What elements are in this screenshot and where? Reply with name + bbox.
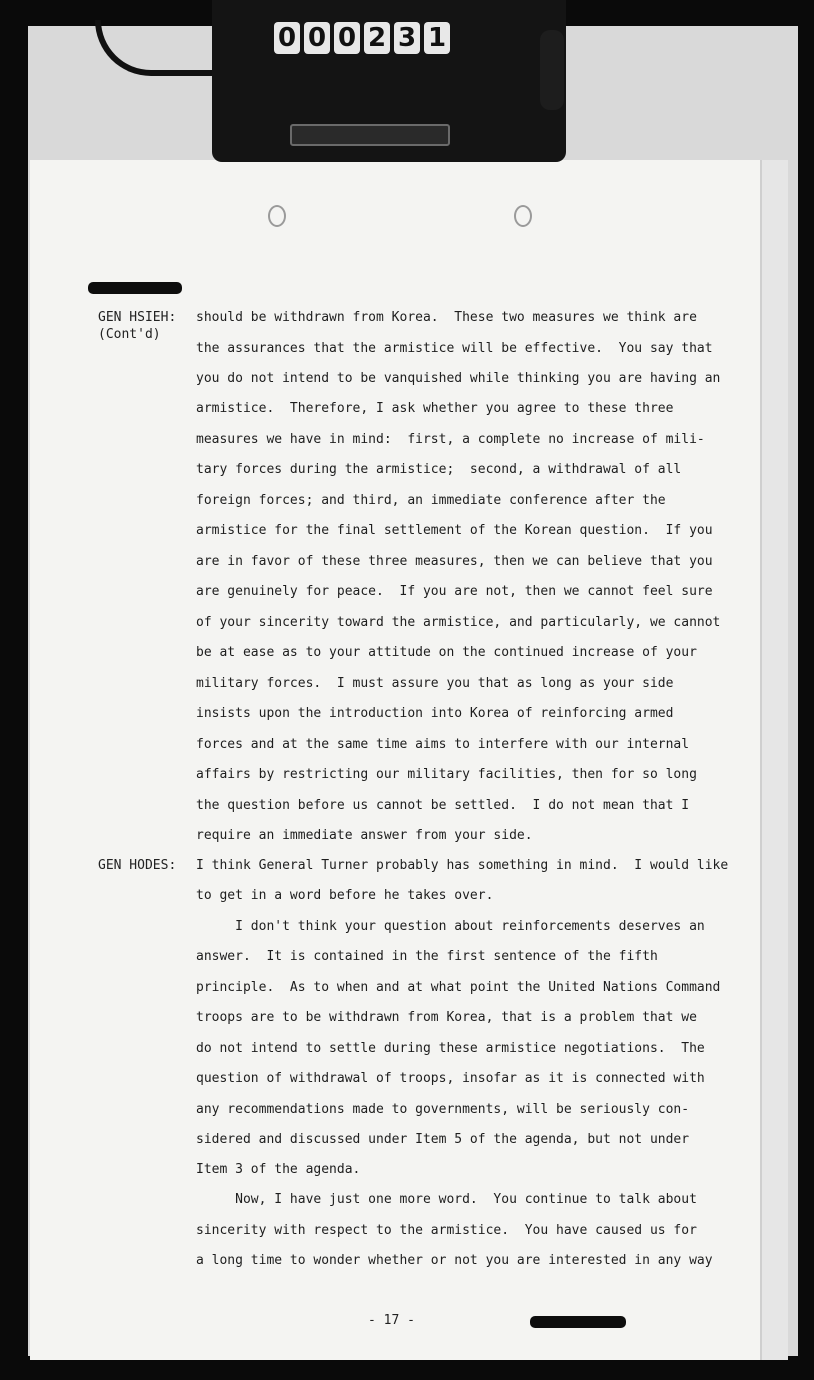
- counter-digit: 0: [334, 22, 360, 54]
- counter-digit: 1: [424, 22, 450, 54]
- text-line: are in favor of these three measures, then we can believe that you: [196, 554, 713, 569]
- text-line: insists upon the introduction into Korea of reinforcing armed: [196, 706, 674, 721]
- text-line: the assurances that the armistice will be effective. You say that: [196, 341, 713, 356]
- counter-digit: 3: [394, 22, 420, 54]
- frame-counter: [274, 22, 450, 54]
- punch-hole: [268, 205, 286, 227]
- text-line: any recommendations made to governments, will be seriously con-: [196, 1102, 690, 1117]
- text-line: the question before us cannot be settled. I do not mean that I: [196, 798, 690, 813]
- classification-redaction-top: [88, 282, 182, 294]
- text-line: tary forces during the armistice; second, a withdrawal of all: [196, 462, 682, 477]
- text-line: foreign forces; and third, an immediate conference after the: [196, 493, 666, 508]
- text-line: should be withdrawn from Korea. These two measures we think are: [196, 310, 697, 325]
- text-line: sincerity with respect to the armistice. You have caused us for: [196, 1223, 697, 1238]
- text-line: are genuinely for peace. If you are not, then we cannot feel sure: [196, 584, 713, 599]
- text-line: Item 3 of the agenda.: [196, 1162, 361, 1177]
- counter-slot: [290, 124, 450, 146]
- text-line: you do not intend to be vanquished while thinking you are having an: [196, 371, 721, 386]
- text-line: to get in a word before he takes over.: [196, 888, 494, 903]
- counter-digit: 0: [304, 22, 330, 54]
- text-line: answer. It is contained in the first sentence of the fifth: [196, 949, 658, 964]
- text-line: question of withdrawal of troops, insofar as it is connected with: [196, 1071, 705, 1086]
- counter-knob: [540, 30, 564, 110]
- speaker-label-hodes: GEN HODES:: [98, 858, 177, 873]
- counter-digit: 0: [274, 22, 300, 54]
- text-line: require an immediate answer from your side.: [196, 828, 533, 843]
- text-line: do not intend to settle during these armistice negotiations. The: [196, 1041, 705, 1056]
- text-line: affairs by restricting our military facilities, then for so long: [196, 767, 697, 782]
- text-line: I don't think your question about reinforcements deserves an: [196, 919, 705, 934]
- text-line: measures we have in mind: first, a complete no increase of mili-: [196, 432, 705, 447]
- paper-edge: [760, 160, 788, 1360]
- text-line: forces and at the same time aims to interfere with our internal: [196, 737, 690, 752]
- text-line: military forces. I must assure you that as long as your side: [196, 676, 674, 691]
- text-line: principle. As to when and at what point the United Nations Command: [196, 980, 721, 995]
- text-line: of your sincerity toward the armistice, and particularly, we cannot: [196, 615, 721, 630]
- classification-redaction-bottom: [530, 1316, 626, 1328]
- text-line: Now, I have just one more word. You continue to talk about: [196, 1192, 697, 1207]
- text-line: armistice. Therefore, I ask whether you agree to these three: [196, 401, 674, 416]
- counter-digit: 2: [364, 22, 390, 54]
- text-line: sidered and discussed under Item 5 of the agenda, but not under: [196, 1132, 690, 1147]
- text-line: a long time to wonder whether or not you are interested in any way: [196, 1253, 713, 1268]
- text-line: troops are to be withdrawn from Korea, that is a problem that we: [196, 1010, 697, 1025]
- speaker-label-hsieh: GEN HSIEH: (Cont'd): [98, 310, 177, 342]
- text-line: armistice for the final settlement of the Korean question. If you: [196, 523, 713, 538]
- text-line: I think General Turner probably has something in mind. I would like: [196, 858, 729, 873]
- punch-hole: [514, 205, 532, 227]
- text-line: be at ease as to your attitude on the continued increase of your: [196, 645, 697, 660]
- page-number: - 17 -: [368, 1313, 415, 1328]
